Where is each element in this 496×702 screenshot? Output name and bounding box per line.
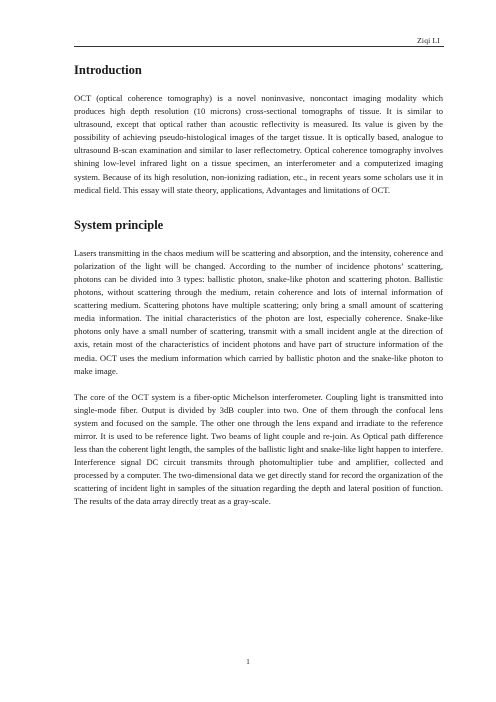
- page-content: [74, 62, 443, 522]
- system-principle-paragraph-2: The core of the OCT system is a fiber-optic Michelson interferometer. Coupling light is transmitted into single-mode fiber. Output is divided by 3dB coupler into two. One of them through the confocal lens system and focused on the sample. The other one through the lens expand and irradiate to the reference mirror. It is used to be reference light. Two beams of light couple and re-join. As Optical path difference less than the coherent light length, the samples of the ballistic light and snake-like light happen to interfere. Interference signal DC circuit transmits through photomultiplier tube and amplifier, collected and processed by a computer. The two-dimensional data we get directly stand for record the organization of the scattering of incident light in samples of the situation regarding the depth and lateral position of function. The results of the data array directly treat as a gray-scale.: [74, 391, 443, 507]
- section-title-system-principle: System principle: [74, 217, 164, 232]
- header-rule: [74, 46, 444, 47]
- introduction-paragraph: OCT (optical coherence tomography) is a novel noninvasive, noncontact imaging modality which produces high depth resolution (10 microns) cross-sectional tomographs of tissue. It is similar to ultrasound, except that optical rather than acoustic reflectivity is measured. Its value is given by the possibility of achieving pseudo-histological images of the target tissue. It is optically based, analogue to ultrasound B-scan examination and similar to laser reflectometry. Optical coherence tomography involves shining low-level infrared light on a tissue specimen, an interferometer and a computerized imaging system. Because of its high resolution, non-ionizing radiation, etc., in recent years some scholars use it in medical field. This essay will state theory, applications, Advantages and limitations of OCT.: [74, 93, 443, 195]
- system-principle-paragraph-1: Lasers transmitting in the chaos medium will be scattering and absorption, and the intensity, coherence and polarization of the light will be changed. According to the number of incidence photons’ scattering, photons can be divided into 3 types: ballistic photon, snake-like photon and scattering photon. Ballistic photons, without scattering through the medium, retain coherence and lots of internal information of scattering medium. Scattering photons have multiple scattering; only bring a small amount of scattering media information. The initial characteristics of the photon are lost, especially coherence. Snake-like photons only have a small number of scattering, transmit with a small incident angle at the direction of axis, retain most of the characteristics of incident photons and have part of structure information of the media. OCT uses the medium information which carried by ballistic photon and the snake-like photon to make image.: [74, 247, 443, 376]
- page-number: 1: [246, 657, 250, 666]
- section-title-introduction: Introduction: [74, 63, 142, 77]
- header-author: Ziqi LI: [417, 36, 440, 45]
